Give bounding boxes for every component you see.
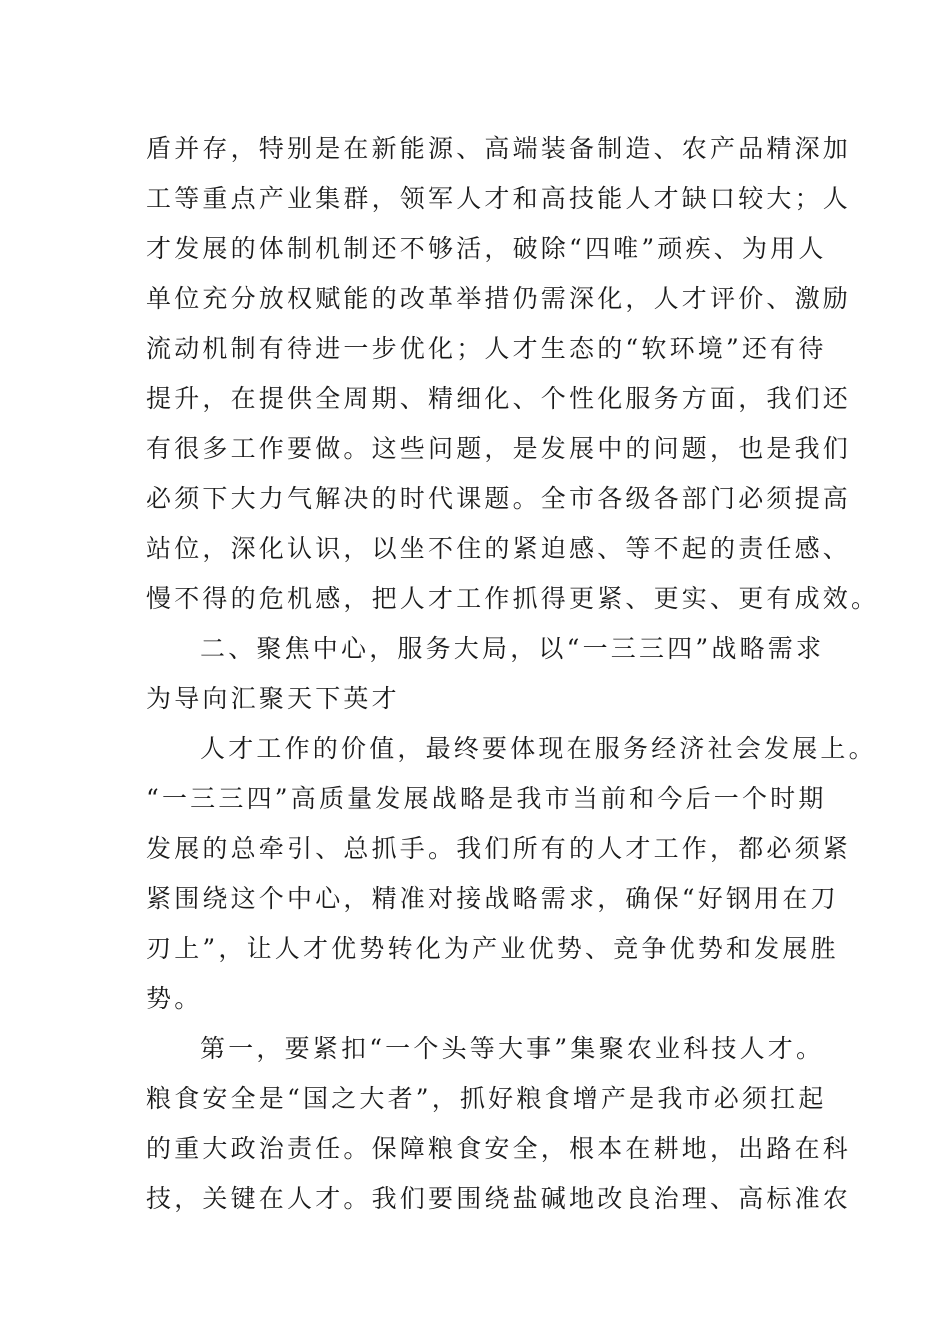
text-line: 单位充分放权赋能的改革举措仍需深化，人才评价、激励 (146, 284, 852, 313)
text-line: 必须下大力气解决的时代课题。全市各级各部门必须提高 (146, 484, 852, 513)
text-line: 势。 (146, 984, 203, 1013)
text-line: 有很多工作要做。这些问题，是发展中的问题，也是我们 (146, 434, 852, 463)
text-line: 盾并存，特别是在新能源、高端装备制造、农产品精深加 (146, 134, 852, 163)
text-line: 慢不得的危机感，把人才工作抓得更紧、更实、更有成效。 (146, 584, 880, 613)
document-body (146, 124, 880, 1224)
text-line: 粮食安全是“国之大者”，抓好粮食增产是我市必须扛起 (146, 1084, 827, 1113)
text-line: 发展的总牵引、总抓手。我们所有的人才工作，都必须紧 (146, 834, 852, 863)
section-heading-line: 二、聚焦中心，服务大局，以“一三三四”战略需求 (200, 634, 825, 663)
text-line: 刃上”，让人才优势转化为产业优势、竞争优势和发展胜 (146, 934, 839, 963)
text-line: “一三三四”高质量发展战略是我市当前和今后一个时期 (146, 784, 827, 813)
text-line: 才发展的体制机制还不够活，破除“四唯”顽疾、为用人 (146, 234, 827, 263)
text-line: 站位，深化认识，以坐不住的紧迫感、等不起的责任感、 (146, 534, 852, 563)
text-line: 流动机制有待进一步优化；人才生态的“软环境”还有待 (146, 334, 827, 363)
section-heading-line: 为导向汇聚天下英才 (146, 684, 400, 713)
text-line: 工等重点产业集群，领军人才和高技能人才缺口较大；人 (146, 184, 852, 213)
text-line: 技，关键在人才。我们要围绕盐碱地改良治理、高标准农 (146, 1184, 852, 1213)
text-line: 提升，在提供全周期、精细化、个性化服务方面，我们还 (146, 384, 852, 413)
text-line: 紧围绕这个中心，精准对接战略需求，确保“好钢用在刀 (146, 884, 839, 913)
text-line: 第一，要紧扣“一个头等大事”集聚农业科技人才。 (200, 1034, 825, 1063)
text-line: 人才工作的价值，最终要体现在服务经济社会发展上。 (200, 734, 877, 763)
text-line: 的重大政治责任。保障粮食安全，根本在耕地，出路在科 (146, 1134, 852, 1163)
